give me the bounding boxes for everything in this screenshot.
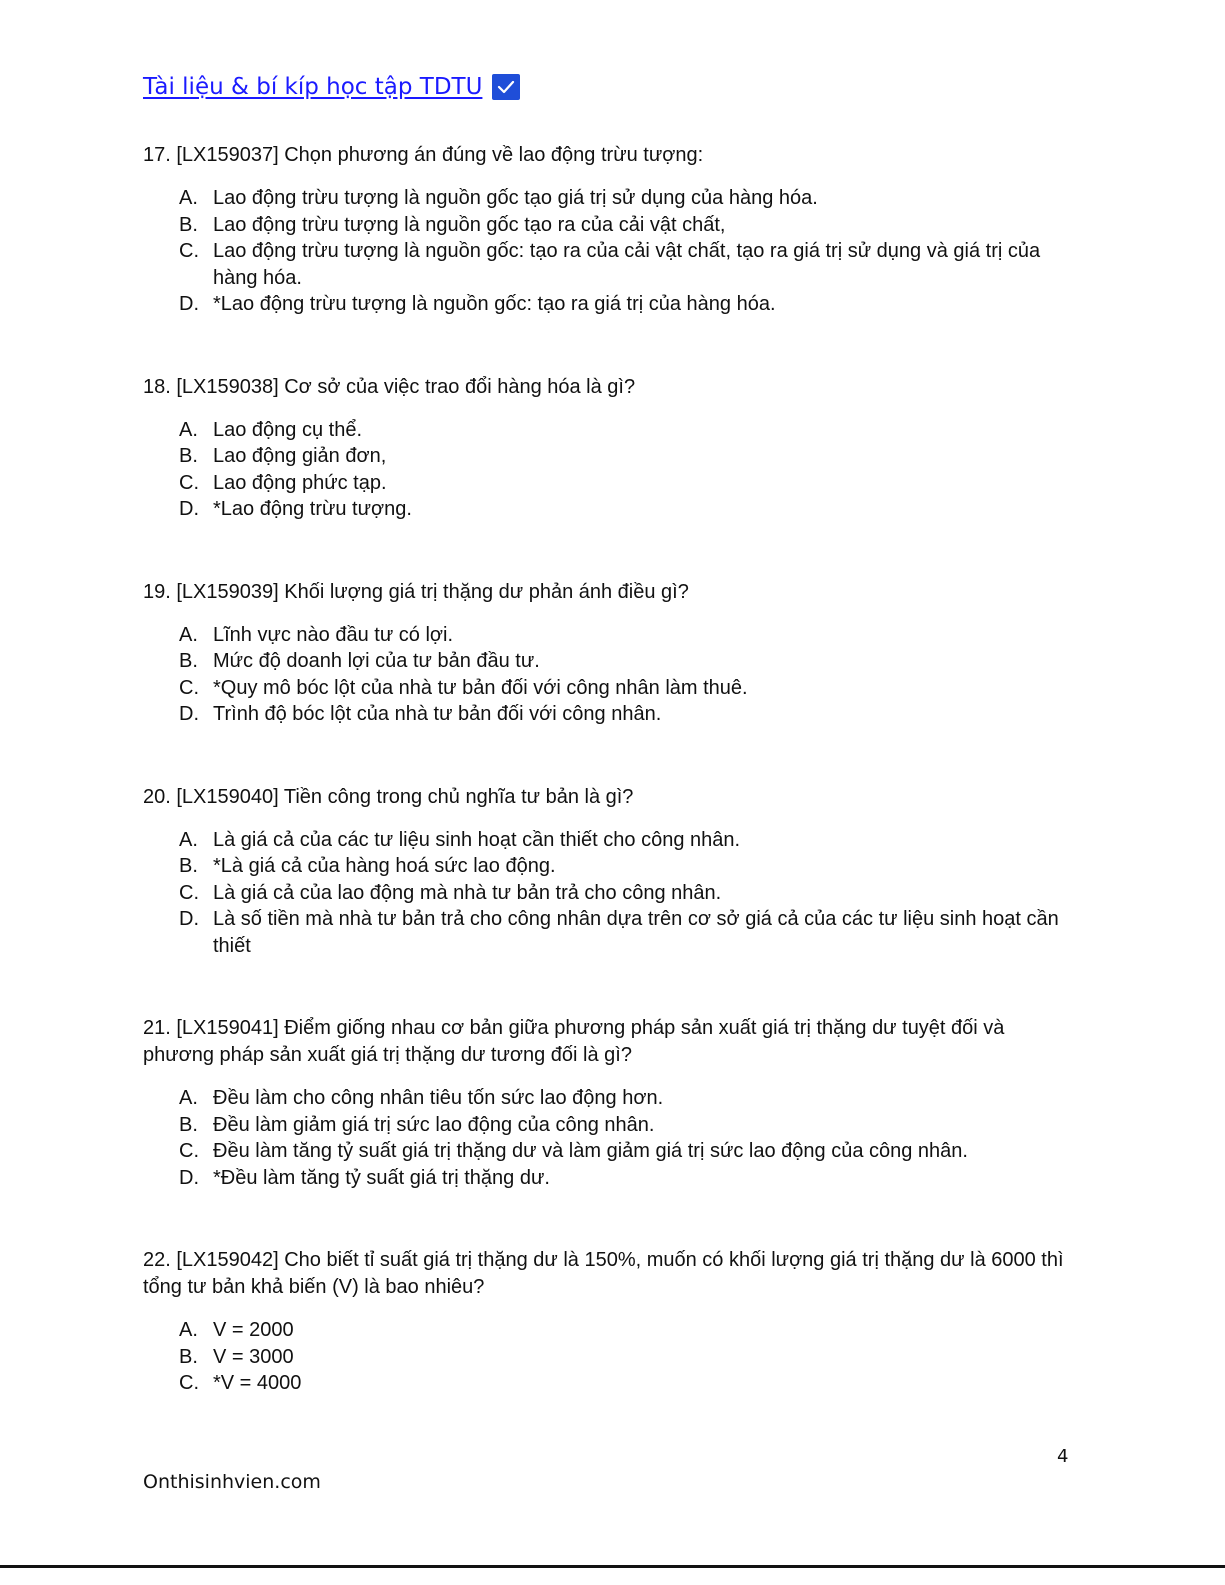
question-prompt: 19. [LX159039] Khối lượng giá trị thặng dư phản ánh điều gì? (143, 580, 689, 603)
option-text: Trình độ bóc lột của nhà tư bản đối với công nhân. (213, 703, 662, 725)
option-b (179, 1112, 1073, 1139)
question-18 (143, 374, 1073, 523)
option-b (179, 853, 1073, 880)
option-letter: B. (179, 445, 198, 467)
option-text: Đều làm giảm giá trị sức lao động của công nhân. (213, 1113, 655, 1136)
footer-site: Onthisinhvien.com (143, 1471, 321, 1493)
question-spacer (143, 959, 1073, 1015)
option-d (179, 906, 1073, 959)
option-letter: B. (179, 855, 198, 877)
option-list (143, 827, 1073, 960)
option-letter: A. (179, 1087, 198, 1109)
option-text: *Là giá cả của hàng hoá sức lao động. (213, 855, 556, 877)
question-22 (143, 1247, 1073, 1397)
option-c (179, 880, 1073, 907)
option-letter: D. (179, 908, 199, 930)
option-text: *V = 4000 (213, 1372, 302, 1394)
option-text: Lao động giản đơn, (213, 445, 387, 467)
option-b (179, 443, 1073, 470)
option-list (143, 185, 1073, 318)
header-link[interactable] (143, 74, 520, 100)
option-d (179, 291, 1073, 318)
option-c (179, 675, 1073, 702)
option-letter: C. (179, 471, 199, 494)
option-letter: C. (179, 881, 199, 904)
option-text: V = 3000 (213, 1345, 294, 1368)
option-text: Là số tiền mà nhà tư bản trả cho công nhân dựa trên cơ sở giá cả của các tư liệu sinh hoạt cần thiết (213, 908, 1059, 957)
option-text: Là giá cả của các tư liệu sinh hoạt cần thiết cho công nhân. (213, 828, 741, 851)
option-text: Đều làm tăng tỷ suất giá trị thặng dư và làm giảm giá trị sức lao động của công nhân. (213, 1140, 968, 1162)
option-c (179, 1138, 1073, 1165)
option-c (179, 470, 1073, 497)
bottom-rule (0, 1565, 1225, 1568)
option-letter: C. (179, 1140, 199, 1162)
option-letter: C. (179, 676, 199, 699)
option-text: Lao động trừu tượng là nguồn gốc tạo ra của cải vật chất, (213, 213, 726, 236)
option-a (179, 622, 1073, 649)
option-text: Mức độ doanh lợi của tư bản đầu tư. (213, 650, 540, 672)
option-letter: A. (179, 828, 198, 851)
option-letter: B. (179, 213, 198, 236)
option-text: *Quy mô bóc lột của nhà tư bản đối với công nhân làm thuê. (213, 676, 748, 699)
question-spacer (143, 1191, 1073, 1247)
question-20 (143, 784, 1073, 960)
option-letter: A. (179, 418, 198, 441)
option-letter: D. (179, 703, 199, 725)
option-letter: B. (179, 1113, 198, 1136)
option-text: Là giá cả của lao động mà nhà tư bản trả cho công nhân. (213, 881, 722, 904)
option-letter: A. (179, 187, 198, 209)
question-prompt: 17. [LX159037] Chọn phương án đúng về lao động trừu tượng: (143, 144, 704, 166)
option-b (179, 212, 1073, 239)
option-list (143, 1085, 1073, 1191)
option-text: Lĩnh vực nào đầu tư có lợi. (213, 623, 454, 646)
option-letter: A. (179, 623, 198, 646)
option-b (179, 1344, 1073, 1371)
question-spacer (143, 523, 1073, 579)
option-text: Lao động cụ thể. (213, 418, 363, 441)
page-number: 4 (1057, 1446, 1069, 1467)
question-prompt: 21. [LX159041] Điểm giống nhau cơ bản giữa phương pháp sản xuất giá trị thặng dư tuyệt đối và phương pháp sản xuất giá trị thặng dư tương đối là gì? (143, 1017, 1005, 1066)
option-a (179, 827, 1073, 854)
option-letter: A. (179, 1319, 198, 1341)
check-box-icon (492, 74, 520, 100)
option-list (143, 1317, 1073, 1397)
question-list (143, 142, 1073, 1397)
option-text: *Lao động trừu tượng. (213, 498, 412, 520)
question-prompt: 20. [LX159040] Tiền công trong chủ nghĩa tư bản là gì? (143, 785, 634, 808)
option-letter: C. (179, 1372, 199, 1394)
option-text: Lao động trừu tượng là nguồn gốc tạo giá trị sử dụng của hàng hóa. (213, 187, 818, 209)
option-letter: D. (179, 498, 199, 520)
option-letter: B. (179, 650, 198, 672)
option-a (179, 185, 1073, 212)
question-17 (143, 142, 1073, 318)
option-list (143, 622, 1073, 728)
option-text: V = 2000 (213, 1319, 294, 1341)
question-prompt: 18. [LX159038] Cơ sở của việc trao đổi hàng hóa là gì? (143, 375, 636, 398)
question-spacer (143, 318, 1073, 374)
question-spacer (143, 728, 1073, 784)
option-list (143, 417, 1073, 523)
option-text: Lao động phức tạp. (213, 471, 387, 494)
option-b (179, 648, 1073, 675)
option-a (179, 417, 1073, 444)
option-text: Lao động trừu tượng là nguồn gốc: tạo ra của cải vật chất, tạo ra giá trị sử dụng và giá trị của hàng hóa. (213, 240, 1041, 289)
option-letter: B. (179, 1345, 198, 1368)
option-d (179, 701, 1073, 728)
option-a (179, 1317, 1073, 1344)
option-d (179, 496, 1073, 523)
option-letter: D. (179, 293, 199, 315)
header-title: Tài liệu & bí kíp học tập TDTU (143, 74, 483, 100)
option-c (179, 1370, 1073, 1397)
option-letter: C. (179, 240, 199, 262)
option-letter: D. (179, 1166, 199, 1189)
option-text: *Lao động trừu tượng là nguồn gốc: tạo ra giá trị của hàng hóa. (213, 293, 776, 315)
option-a (179, 1085, 1073, 1112)
question-21 (143, 1015, 1073, 1191)
question-19 (143, 579, 1073, 728)
option-c (179, 238, 1073, 291)
option-text: Đều làm cho công nhân tiêu tốn sức lao động hơn. (213, 1087, 664, 1109)
option-text: *Đều làm tăng tỷ suất giá trị thặng dư. (213, 1166, 550, 1189)
option-d (179, 1165, 1073, 1192)
question-prompt: 22. [LX159042] Cho biết tỉ suất giá trị thặng dư là 150%, muốn có khối lượng giá trị thặng dư là 6000 thì tổng tư bản khả biến (V) là bao nhiêu? (143, 1249, 1064, 1298)
